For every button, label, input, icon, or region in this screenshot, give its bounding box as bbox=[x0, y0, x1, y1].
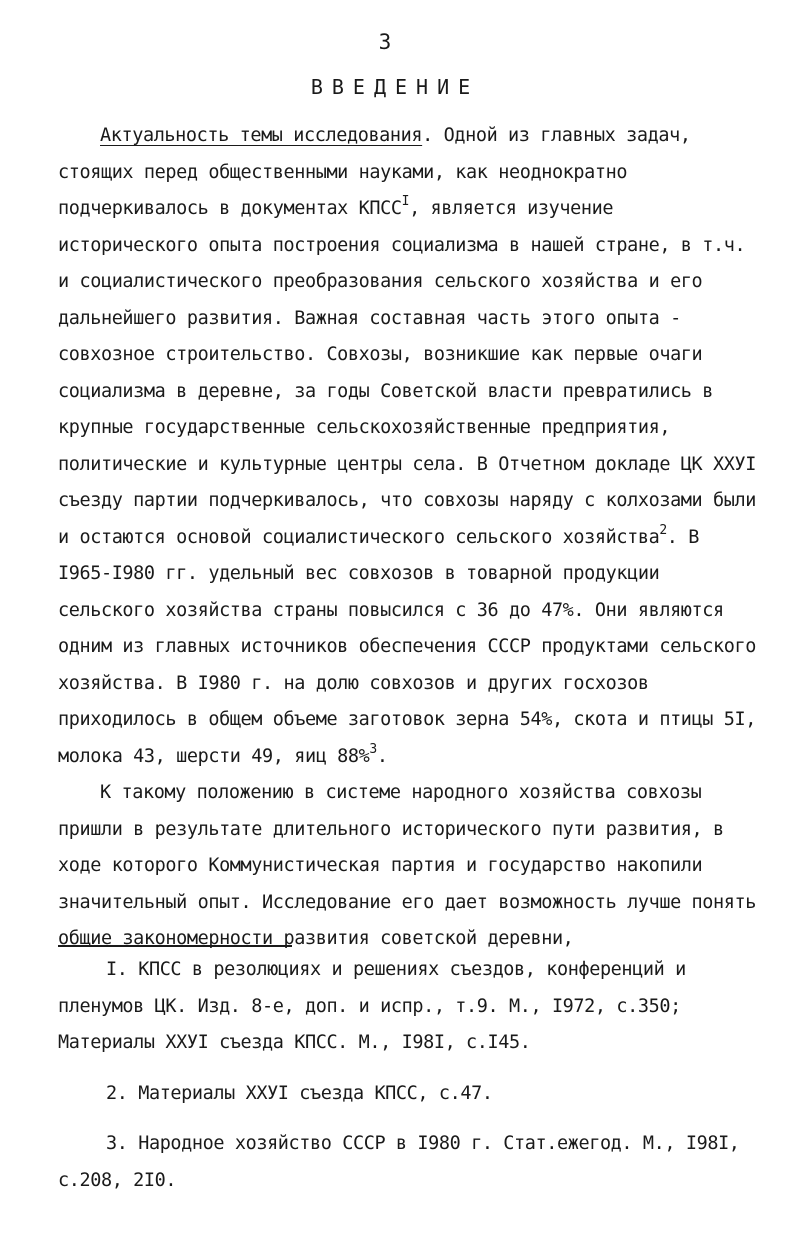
footnote-marker-2: 2 bbox=[659, 522, 667, 538]
main-text bbox=[58, 118, 758, 958]
paragraph-history: К такому положению в системе народного хозяйства совхозы пришли в результате длительного исторического пути развития, в ходе которого Коммунистическая партия и государство накопили значительный опыт. Исследование его дает возможность лучше понять общие закономерности развития советской деревни, bbox=[58, 782, 756, 949]
footnotes bbox=[58, 952, 758, 1213]
footnote-3: 3. Народное хозяйство СССР в I980 г. Стат.ежегод. М., I98I, с.208, 2I0. bbox=[58, 1133, 740, 1191]
footnote-2: 2. Материалы XXУI съезда КПСС, с.47. bbox=[106, 1082, 493, 1104]
section-title: ВВЕДЕНИЕ bbox=[310, 75, 480, 99]
footnote-marker-1: I bbox=[401, 194, 410, 209]
paragraph-relevance bbox=[58, 118, 758, 775]
footnote-divider bbox=[58, 945, 292, 947]
page-number: 3 bbox=[378, 30, 392, 54]
paragraph-text: . В I965-I980 гг. удельный вес совхозов в товарной продукции сельского хозяйства страны повысился с 36 до 47%. Они являются одним из главных источников обеспечения СССР продуктами сельского хозяйства. В I980 г. на долю совхозов и других госхозов приходилось в общем объеме заготовок зерна 54%, скота и птицы 5I, молока 43, шерсти 49, яиц 88% bbox=[58, 526, 756, 767]
paragraph-text: . bbox=[376, 745, 388, 767]
paragraph-heading: Актуальность темы исследования bbox=[100, 125, 423, 146]
footnote-marker-3: 3 bbox=[369, 741, 377, 757]
paragraph-text: , является изучение исторического опыта построения социализма в нашей стране, в т.ч. и социалистического преобразования сельского хозяйства и его дальнейшего развития. Важная составная часть этого опыта - совхозное строительство. Совхозы, возникшие как первые очаги социализма в деревне, за годы Советской власти превратились в крупные государственные сельскохозяйственные предприятия, политические и культурные центры села. В Отчетном докладе ЦК XXУI съезду партии подчеркивалось, что совхозы наряду с колхозами были и остаются основой социалистического сельского хозяйства bbox=[58, 198, 756, 548]
footnote-1: I. КПСС в резолюциях и решениях съездов, конференций и пленумов ЦК. Изд. 8-е, доп. и испр., т.9. М., I972, с.350; Материалы XXУI съезда КПСС. М., I98I, с.I45. bbox=[58, 959, 686, 1053]
paragraph-text: . Одной из главных задач, стоящих перед общественными науками, как неоднократно подчеркивалось в документах КПСС bbox=[58, 125, 691, 219]
